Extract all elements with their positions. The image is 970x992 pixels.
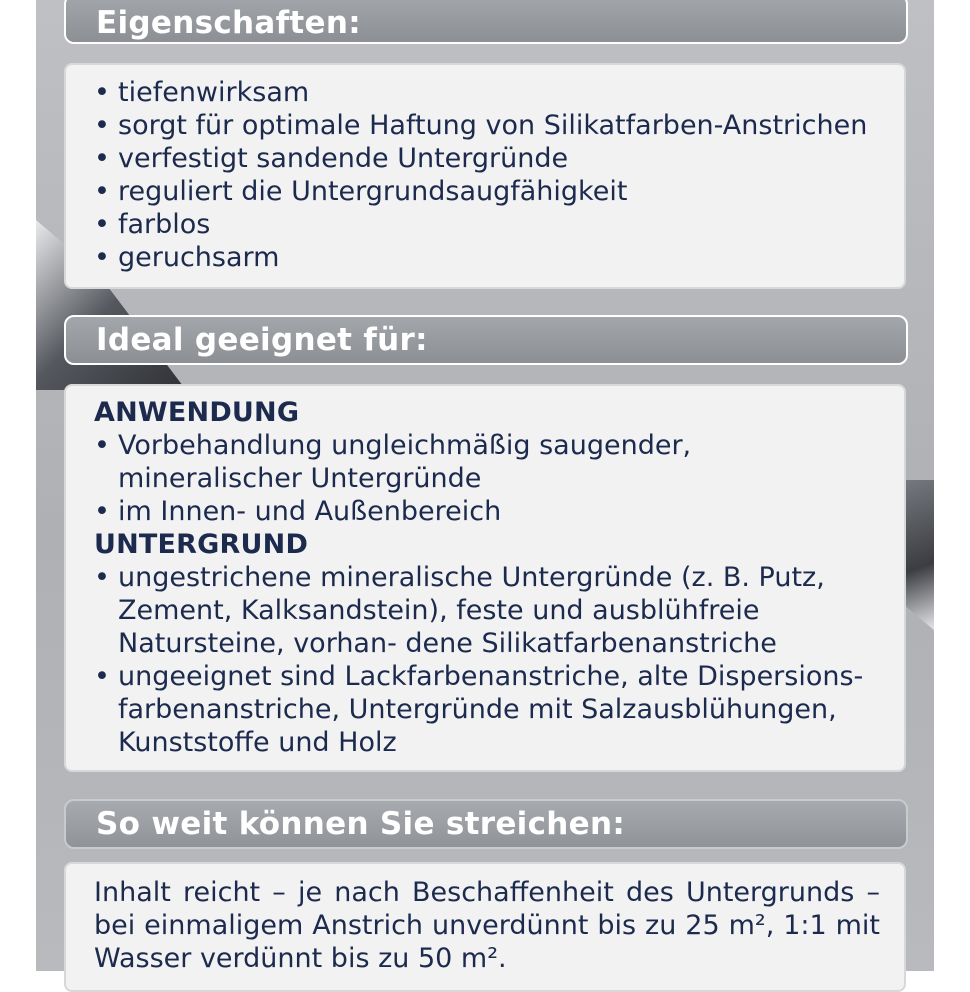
list-item: • Vorbehandlung ungleichmäßig saugender, mineralischer Untergründe (94, 429, 880, 495)
streichen-title: So weit können Sie streichen: (96, 806, 626, 842)
streichen-header (64, 799, 908, 849)
list-item: • tiefenwirksam (94, 76, 880, 109)
eigenschaften-list (94, 76, 880, 274)
list-item: • ungeeignet sind Lackfarbenanstriche, alte Dispersions- farbenanstriche, Untergründe mit Salzausblühungen, Kunststoffe und Holz (94, 660, 880, 759)
list-item: • sorgt für optimale Haftung von Silikatfarben-Anstrichen (94, 109, 880, 142)
list-item: • geruchsarm (94, 241, 880, 274)
list-item: • ungestrichene mineralische Untergründe (z. B. Putz, Zement, Kalksandstein), feste und ausblühfreie Natursteine, vorhan- dene Silikatfarbenanstriche (94, 561, 880, 660)
list-item: • farblos (94, 208, 880, 241)
eigenschaften-box (64, 63, 906, 289)
eigenschaften-header (64, 0, 908, 44)
list-item: • reguliert die Untergrundsaugfähigkeit (94, 175, 880, 208)
anwendung-list (94, 429, 880, 528)
untergrund-list (94, 561, 880, 759)
streichen-box (64, 862, 906, 992)
eigenschaften-title: Eigenschaften: (96, 4, 361, 41)
geeignet-box (64, 384, 906, 772)
geeignet-title: Ideal geeignet für: (96, 322, 428, 358)
list-item: • im Innen- und Außenbereich (94, 495, 880, 528)
list-item: • verfestigt sandende Untergründe (94, 142, 880, 175)
geeignet-header (64, 315, 908, 365)
untergrund-heading: UNTERGRUND (94, 529, 309, 560)
anwendung-heading: ANWENDUNG (94, 397, 300, 428)
coverage-text: Inhalt reicht – je nach Beschaffenheit des Untergrunds – bei einmaligem Anstrich unverdünnt bis zu 25 m², 1:1 mit Wasser verdünnt bis zu 50 m². (94, 877, 880, 974)
